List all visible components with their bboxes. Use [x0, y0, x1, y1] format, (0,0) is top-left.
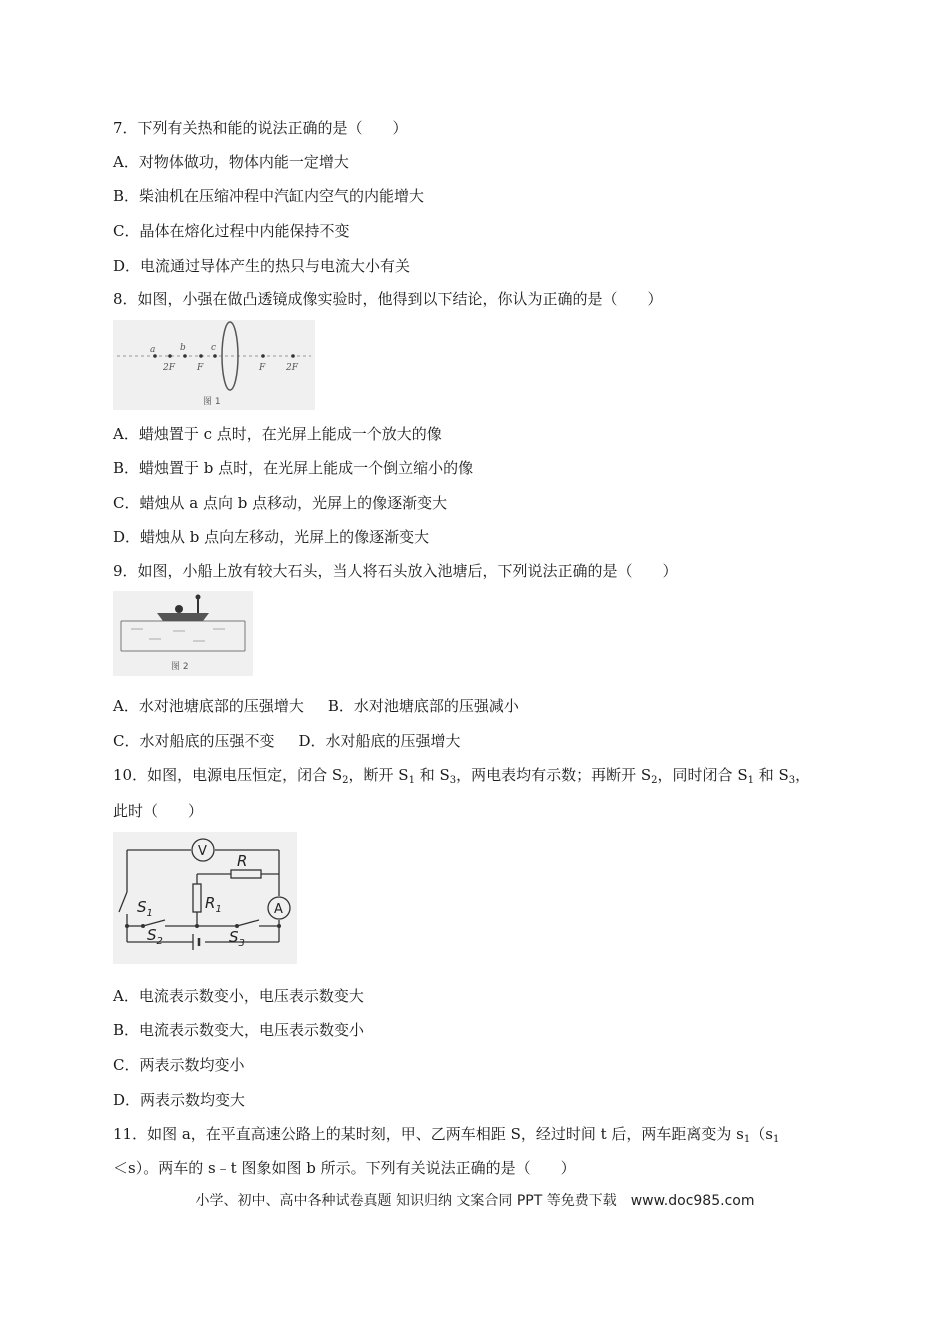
label-f-left: F	[197, 363, 204, 373]
circuit-figure	[113, 832, 297, 964]
switch-s1-label: $S_1$	[137, 898, 153, 919]
switch-s3-label: $S_3$	[229, 928, 245, 949]
q9-option-d: D．水对船底的压强增大	[298, 732, 461, 750]
convex-lens	[222, 322, 238, 390]
q10-option-c: C．两表示数均变小	[113, 1056, 245, 1074]
q9-option-c: C．水对船底的压强不变	[113, 732, 275, 750]
page-footer: 小学、初中、高中各种试卷真题 知识归纳 文案合同 PPT 等免费下载 www.doc985.com	[195, 1193, 755, 1209]
q11-stem: 11．如图 a，在平直高速公路上的某时刻，甲、乙两车相距 S，经过时间 t 后，两车距离变为 $s_1(s_1$	[113, 1125, 780, 1145]
q7-stem: 7．下列有关热和能的说法正确的是（ ）	[113, 119, 408, 137]
resistor-r-label: R	[237, 852, 248, 870]
point-a-label: a	[150, 345, 156, 355]
q7-option-d: D．电流通过导体产生的热只与电流大小有关	[113, 257, 411, 275]
lens-figure	[113, 320, 315, 410]
point-b-label: b	[180, 343, 186, 353]
q8-option-d: D．蜡烛从 b 点向左移动，光屏上的像逐渐变大	[113, 528, 430, 546]
stone-icon	[175, 605, 183, 613]
voltmeter-label: V	[198, 844, 207, 859]
q7-option-c: C．晶体在熔化过程中内能保持不变	[113, 222, 350, 240]
q10-option-d: D．两表示数均变大	[113, 1091, 246, 1109]
q10-stem: 10．如图，电源电压恒定，闭合 $S_2$，断开 $S_1$ 和 $S_3$，两电表均有示数；再断开 $S_2$，同时闭合 $S_1$ 和 $S_3$，	[113, 766, 811, 786]
boat-figure	[113, 591, 253, 676]
ammeter-label: A	[274, 902, 283, 917]
q10-stem-line2: 此时（ ）	[113, 802, 204, 820]
q8-option-a: A．蜡烛置于 c 点时，在光屏上能成一个放大的像	[113, 425, 442, 443]
q9-option-a: A．水对池塘底部的压强增大	[113, 697, 304, 715]
q8-option-c: C．蜡烛从 a 点向 b 点移动，光屏上的像逐渐变大	[113, 494, 448, 512]
figure-1-caption: 图 1	[203, 397, 221, 407]
q9-option-b: B．水对池塘底部的压强减小	[327, 697, 519, 715]
q7-option-b: B．柴油机在压缩冲程中汽缸内空气的内能增大	[113, 187, 425, 205]
q8-stem: 8．如图，小强在做凸透镜成像实验时，他得到以下结论，你认为正确的是（ ）	[113, 290, 663, 308]
q9-options-cd	[113, 731, 461, 751]
q10-option-b: B．电流表示数变大，电压表示数变小	[113, 1021, 365, 1039]
label-2f-right: 2F	[286, 363, 298, 373]
label-f-right: F	[259, 363, 266, 373]
q7-option-a: A．对物体做功，物体内能一定增大	[113, 153, 349, 171]
q11-stem-line2: ＜s）。两车的 s﹣t 图象如图 b 所示。下列有关说法正确的是（ ）	[113, 1159, 576, 1177]
boat-icon	[157, 613, 209, 621]
resistor-r1-label: $R_1$	[205, 894, 222, 915]
q9-stem: 9．如图，小船上放有较大石头，当人将石头放入池塘后，下列说法正确的是（ ）	[113, 562, 678, 580]
q9-options-ab	[113, 696, 519, 716]
label-2f-left: 2F	[163, 363, 175, 373]
q8-option-b: B．蜡烛置于 b 点时，在光屏上能成一个倒立缩小的像	[113, 459, 474, 477]
switch-s2-label: $S_2$	[147, 926, 163, 947]
figure-2-caption: 图 2	[171, 662, 189, 672]
q10-option-a: A．电流表示数变小，电压表示数变大	[113, 987, 364, 1005]
point-c-label: c	[211, 343, 217, 353]
